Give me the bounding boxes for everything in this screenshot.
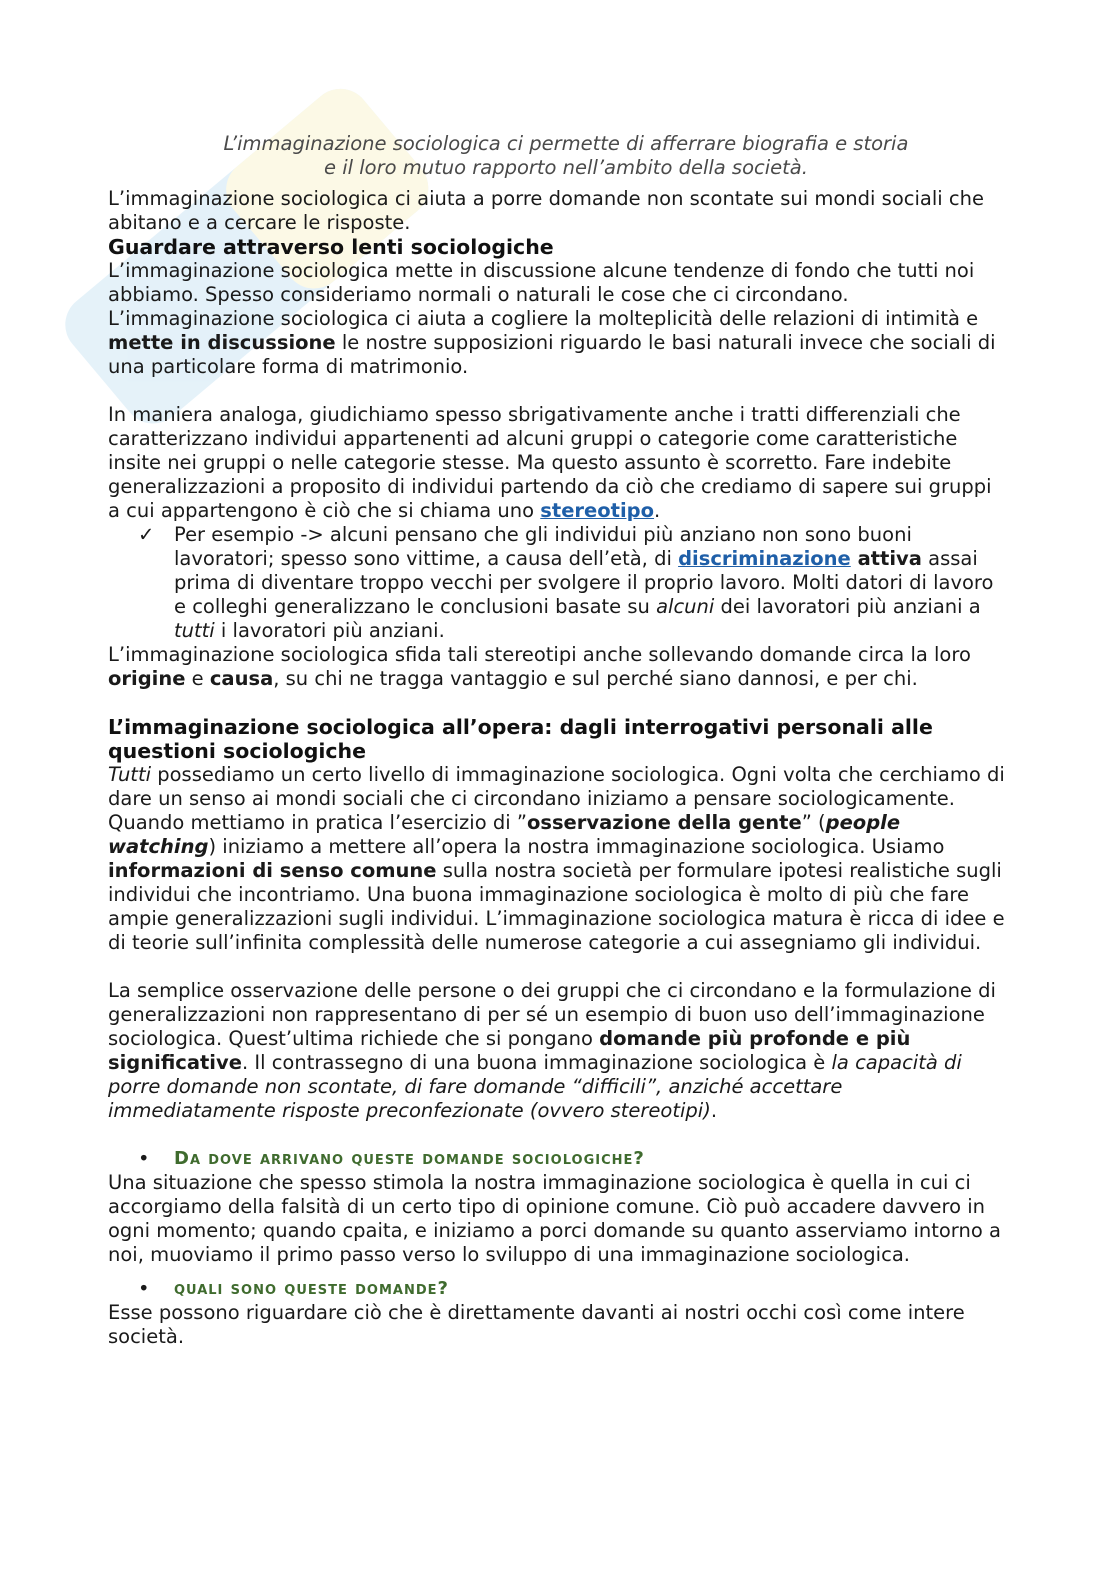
check-icon: ✓ (138, 523, 155, 546)
bullet-icon: • (138, 1147, 150, 1170)
paragraph-semplice-osservazione: La semplice osservazione delle persone o dei gruppi che ci circondano e la formulazione di generalizzazioni non rappresentano di per sé un esempio di buon uso dell’immaginazione sociologica. Quest’ultima richiede che si pongano domande più profonde e più significative. Il contrassegno di una buona immaginazione sociologica è la capacità di porre domande non scontate, di fare domande “difficili”, anziché accettare immediatamente risposte preconfezionate (ovvero stereotipi). (108, 979, 996, 1122)
bullet-quali-sono (138, 1277, 1008, 1301)
bold-attiva: attiva (850, 547, 922, 570)
document-page (108, 132, 1008, 1349)
quote-line-1: L’immaginazione sociologica ci permette di afferrare biografia e storia (223, 132, 909, 155)
paragraph-tendenze: L’immaginazione sociologica mette in discussione alcune tendenze di fondo che tutti noi abbiamo. Spesso consideriamo normali o naturali le cose che ci circondano. (108, 259, 975, 306)
check-item-text: Per esempio -> alcuni pensano che gli individui più anziano non sono buoni lavoratori; spesso sono vittime, a causa dell’età, di discriminazione attiva assai prima di diventare troppo vecchi per svolgere il proprio lavoro. Molti datori di lavoro e colleghi generalizzano le conclusioni basate su alcuni dei lavoratori più anziani a tutti i lavoratori più anziani. (174, 523, 994, 642)
check-list-item (138, 523, 1008, 643)
intro-paragraph: L’immaginazione sociologica ci aiuta a porre domande non scontate sui mondi sociali che abitano e a cercare le risposte. (108, 187, 984, 234)
paragraph-sfida-stereotipi: L’immaginazione sociologica sfida tali stereotipi anche sollevando domande circa la loro origine e causa, su chi ne tragga vantaggio e sul perché siano dannosi, e per chi. (108, 643, 971, 690)
quote-line-2: e il loro mutuo rapporto nell’ambito della società. (324, 156, 808, 179)
bullet-da-dove (138, 1147, 1008, 1171)
paragraph-tutti: Tutti possediamo un certo livello di immaginazione sociologica. Ogni volta che cerchiamo di dare un senso ai mondi sociali che ci circondano iniziamo a pensare sociologicamente. (108, 763, 1005, 810)
paragraph-esse-possono: Esse possono riguardare ciò che è direttamente davanti ai nostri occhi così come intere società. (108, 1301, 965, 1348)
section-heading-opera: L’immaginazione sociologica all’opera: dagli interrogativi personali alle questioni sociologiche (108, 715, 933, 763)
link-stereotipo[interactable]: stereotipo (540, 499, 655, 522)
bullet-icon: • (138, 1277, 150, 1300)
section-heading-lenti: Guardare attraverso lenti sociologiche (108, 235, 554, 259)
paragraph-situazione: Una situazione che spesso stimola la nostra immaginazione sociologica è quella in cui ci accorgiamo della falsità di un certo tipo di opinione comune. Ciò può accadere davvero in ogni momento; quando cpaita, e iniziamo a porci domande su quanto asserviamo intorno a noi, muoviamo il primo passo verso lo sviluppo di una immaginazione sociologica. (108, 1171, 1001, 1266)
paragraph-people-watching: Quando mettiamo in pratica l’esercizio di ”osservazione della gente” (people watching) iniziamo a mettere all’opera la nostra immaginazione sociologica. Usiamo informazioni di senso comune sulla nostra società per formulare ipotesi realistiche sugli individui che incontriamo. Una buona immaginazione sociologica è molto di più che fare ampie generalizzazioni sugli individui. L’immaginazione sociologica matura è ricca di idee e di teorie sull’infinita complessità delle numerose categorie a cui assegniamo gli individui. (108, 811, 1005, 954)
epigraph-quote (108, 132, 1008, 180)
subheading-quali-sono: quali sono queste domande? (174, 1278, 449, 1299)
bold-mette-in-discussione: mette in discussione (108, 331, 336, 354)
paragraph-intimita: L’immaginazione sociologica ci aiuta a cogliere la molteplicità delle relazioni di intimità e mette in discussione le nostre supposizioni riguardo le basi naturali invece che sociali di una particolare forma di matrimonio. (108, 307, 996, 378)
paragraph-stereotipo: In maniera analoga, giudichiamo spesso sbrigativamente anche i tratti differenziali che caratterizzano individui appartenenti ad alcuni gruppi o categorie come caratteristiche insite nei gruppi o nelle categorie stesse. Ma questo assunto è scorretto. Fare indebite generalizzazioni a proposito di individui partendo da ciò che crediamo di sapere sui gruppi a cui appartengono è ciò che si chiama uno stereotipo. (108, 403, 992, 522)
subheading-da-dove: Da dove arrivano queste domande sociologiche? (174, 1148, 645, 1169)
link-discriminazione[interactable]: discriminazione (678, 547, 851, 570)
